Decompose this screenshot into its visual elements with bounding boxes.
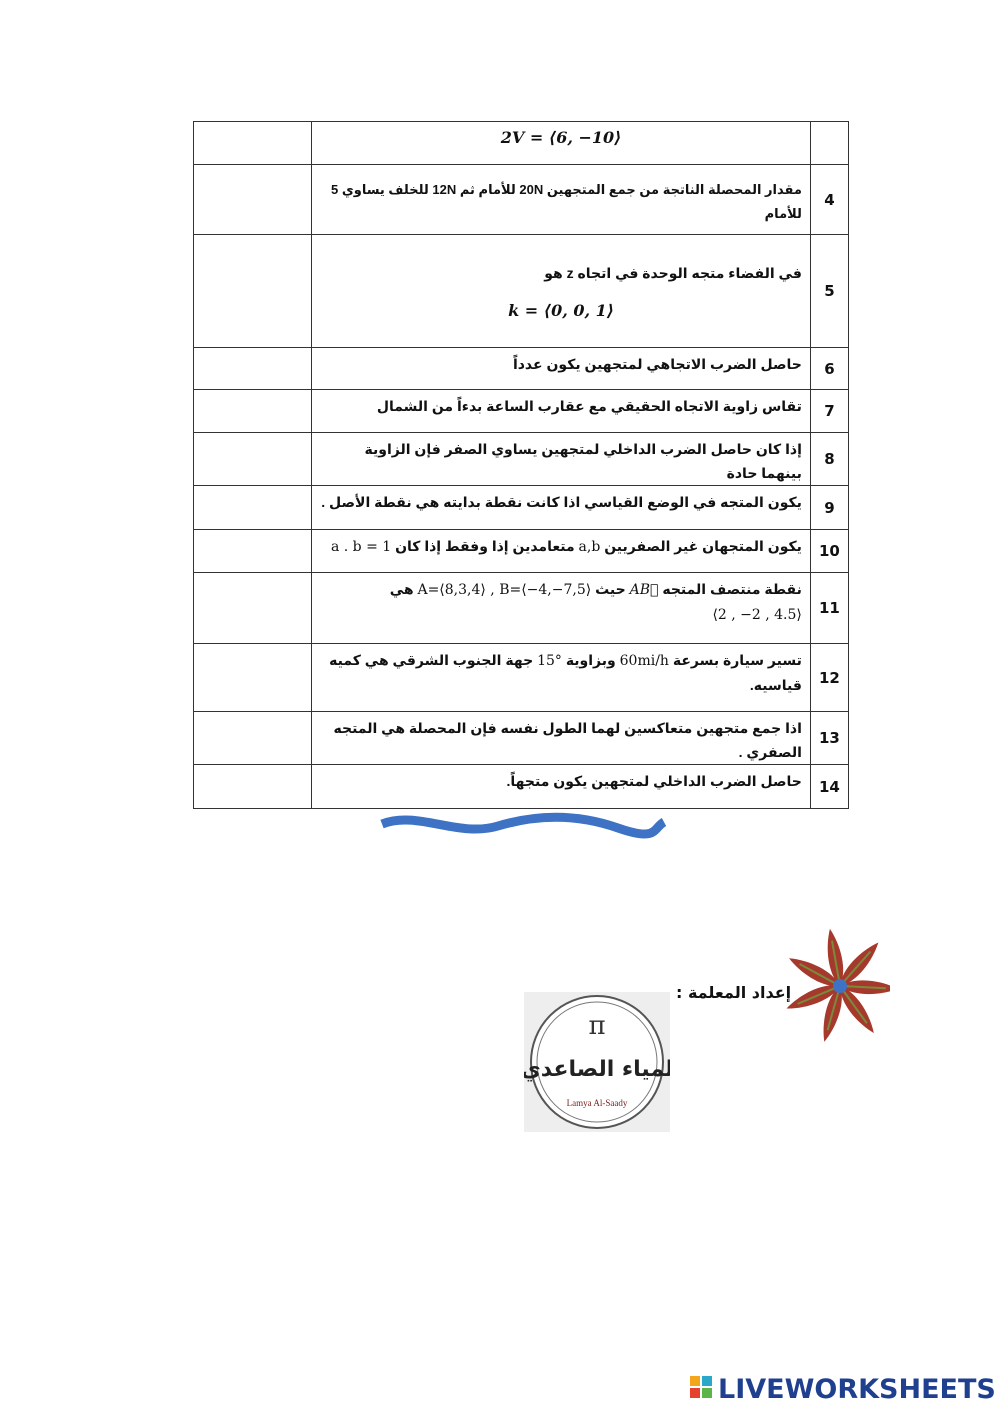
row-number: 4 xyxy=(810,165,848,235)
table-row xyxy=(194,235,849,348)
question-text: مقدار المحصلة الناتجة من جمع المتجهين 20N للأمام ثم 12N للخلف يساوي 5 للأمام xyxy=(312,165,811,235)
answer-cell[interactable] xyxy=(194,765,312,809)
stamp-signature: لمياء الصاعدي xyxy=(524,1057,670,1082)
question-text: حاصل الضرب الداخلي لمتجهين يكون متجهاً. xyxy=(312,765,811,809)
row-number: 9 xyxy=(810,486,848,530)
question-text: حاصل الضرب الاتجاهي لمتجهين يكون عدداً xyxy=(312,348,811,390)
answer-cell[interactable] xyxy=(194,644,312,712)
question-cell xyxy=(312,530,811,573)
math-inline: ⟨2 , −2 , 4.5⟩ xyxy=(712,607,802,623)
row-number: 10 xyxy=(810,530,848,573)
question-text: يكون المتجهان غير الصفريين xyxy=(604,538,802,554)
answer-cell[interactable] xyxy=(194,122,312,165)
liveworksheets-logo-icon xyxy=(690,1376,714,1402)
table-row xyxy=(194,712,849,765)
answer-cell[interactable] xyxy=(194,573,312,644)
answer-cell[interactable] xyxy=(194,712,312,765)
question-cell xyxy=(312,122,811,165)
row-number: 8 xyxy=(810,433,848,486)
question-text: هي xyxy=(389,581,414,597)
row-number: 13 xyxy=(810,712,848,765)
answer-cell[interactable] xyxy=(194,165,312,235)
table-row xyxy=(194,165,849,235)
equation: 2V = ⟨6, −10⟩ xyxy=(500,128,622,147)
math-inline: a,b xyxy=(578,539,601,555)
math-inline: a . b = 1 xyxy=(330,539,392,555)
question-text: نقطة منتصف المتجه xyxy=(662,581,802,597)
math-inline: 15° xyxy=(537,653,562,669)
table-row xyxy=(194,644,849,712)
math-inline: 60mi/h xyxy=(619,653,669,669)
table-row xyxy=(194,122,849,165)
table-row xyxy=(194,530,849,573)
question-text: تسير سيارة بسرعة xyxy=(672,652,802,668)
table-row xyxy=(194,348,849,390)
table-row xyxy=(194,486,849,530)
equation: k = ⟨0, 0, 1⟩ xyxy=(508,301,615,320)
teacher-stamp xyxy=(524,992,670,1132)
math-inline: A=⟨8,3,4⟩ , B=⟨−4,−7,5⟩ xyxy=(417,582,592,598)
question-cell xyxy=(312,644,811,712)
flower-icon xyxy=(786,922,890,1042)
row-number: 14 xyxy=(810,765,848,809)
question-cell xyxy=(312,235,811,348)
row-number: 11 xyxy=(810,573,848,644)
question-text: يكون المتجه في الوضع القياسي اذا كانت نقطة بدايته هي نقطة الأصل . xyxy=(312,486,811,530)
answer-cell[interactable] xyxy=(194,348,312,390)
table-row xyxy=(194,765,849,809)
question-cell xyxy=(312,573,811,644)
answer-cell[interactable] xyxy=(194,530,312,573)
row-number: 5 xyxy=(810,235,848,348)
question-text: حيث xyxy=(595,581,626,597)
table-row xyxy=(194,433,849,486)
question-text: جهة الجنوب الشرقي هي كميه قياسيه. xyxy=(329,652,802,693)
math-inline: AB⃗ xyxy=(629,582,659,598)
answer-cell[interactable] xyxy=(194,433,312,486)
question-text: تقاس زاوية الاتجاه الحقيقي مع عقارب الساعة بدءاً من الشمال xyxy=(312,390,811,433)
answer-cell[interactable] xyxy=(194,390,312,433)
row-number: 12 xyxy=(810,644,848,712)
stamp-symbol: π xyxy=(588,1011,606,1041)
answer-cell[interactable] xyxy=(194,235,312,348)
table-row xyxy=(194,573,849,644)
wave-divider xyxy=(378,810,668,846)
liveworksheets-brand: LIVEWORKSHEETS xyxy=(718,1373,996,1405)
row-number: 6 xyxy=(810,348,848,390)
question-text: إذا كان حاصل الضرب الداخلي لمتجهين يساوي الصفر فإن الزاوية بينهما حادة xyxy=(312,433,811,486)
question-text: وبزاوية xyxy=(565,652,616,668)
row-number xyxy=(810,122,848,165)
stamp-name: Lamya Al-Saady xyxy=(566,1098,628,1108)
question-text: متعامدين إذا وفقط إذا كان xyxy=(395,538,575,554)
answer-cell[interactable] xyxy=(194,486,312,530)
table-row xyxy=(194,390,849,433)
footer-logo xyxy=(690,1372,996,1406)
question-text: في الفضاء متجه الوحدة في اتجاه z هو xyxy=(544,265,802,281)
row-number: 7 xyxy=(810,390,848,433)
question-text: اذا جمع متجهين متعاكسين لهما الطول نفسه فإن المحصلة هي المتجه الصفري . xyxy=(312,712,811,765)
teacher-credit-label: إعداد المعلمة : xyxy=(676,983,792,1002)
questions-table xyxy=(193,121,849,809)
